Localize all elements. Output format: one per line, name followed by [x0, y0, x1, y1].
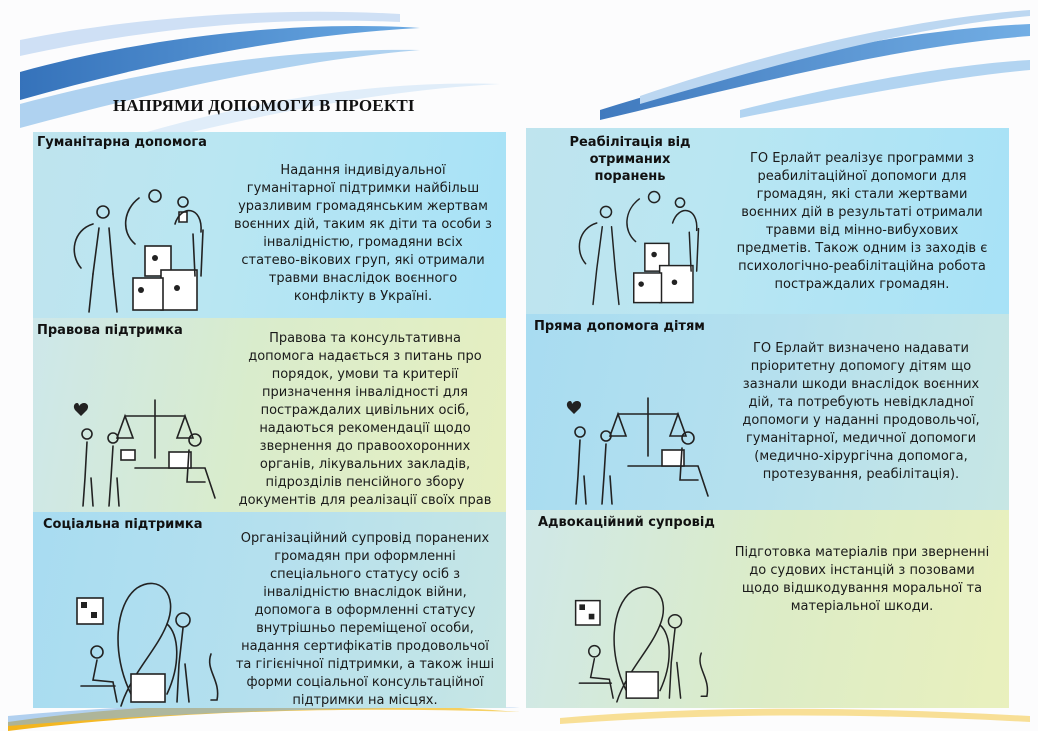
humanitarian-aid-illustration [63, 184, 223, 318]
panel-body [726, 150, 998, 294]
heading-line: поранень [594, 169, 666, 184]
legal-support-illustration [65, 398, 225, 510]
body-line: форми соціальної консультаційної [246, 675, 484, 690]
body-line: травми внаслідок воєнного [268, 271, 458, 286]
panel-heading [530, 134, 730, 185]
body-line: надання сертифікатів продовольчої [241, 639, 489, 654]
body-line: ГО Ерлайт реалізує программи з [749, 151, 975, 166]
body-line: підрозділів пенсійного збору [265, 475, 465, 490]
social-support-illustration [71, 574, 231, 706]
advocacy-illustration [570, 576, 720, 704]
body-line: громадян при оформленні [274, 549, 456, 564]
body-line: воєнних дій в результаті отримали [741, 205, 983, 220]
body-line: гуманітарної, медичної допомоги [745, 431, 977, 446]
panel-rehabilitation [526, 128, 1009, 314]
body-line: Правова та консультативна [269, 331, 461, 346]
panel-body [726, 340, 996, 484]
heading-line: Реабілітація від отриманих [569, 135, 691, 167]
body-line: порядок, умови та критерії [271, 367, 459, 382]
body-line: до судових інстанцій з позовами [749, 563, 975, 578]
body-line: документів для реалізації своїх прав [238, 493, 492, 508]
body-line: спеціального статусу осіб з [269, 567, 461, 582]
body-line: протезування, реабілітація). [762, 467, 960, 482]
body-line: Надання індивідуальної [280, 163, 446, 178]
body-line: постраждалих цивільних осіб, [260, 403, 470, 418]
body-line: статево-вікових груп, які отримали [241, 253, 485, 268]
panel-heading: Адвокаційний супровід [538, 515, 715, 530]
body-line: зазнали шкоди внаслідок воєнних [742, 377, 980, 392]
body-line: щодо відшкодування моральної та [741, 581, 983, 596]
body-line: пріоритетну допомогу дітям що [750, 359, 972, 374]
panel-heading: Гуманітарна допомога [37, 135, 207, 150]
body-line: інвалідністю внаслідок війни, [263, 585, 467, 600]
panel-advocacy [526, 510, 1009, 708]
body-line: постраждалих громадян. [774, 277, 950, 292]
body-line: допомога в оформленні статусу [254, 603, 476, 618]
rehabilitation-illustration [568, 186, 718, 310]
body-line: підтримки на місцях. [292, 693, 438, 708]
body-line: психологічно-реабілітаційна робота [738, 259, 986, 274]
panel-body [233, 530, 497, 710]
panel-body [234, 330, 496, 528]
body-line: звернення до правоохоронних [259, 439, 471, 454]
page-title: НАПРЯМИ ДОПОМОГИ В ПРОЕКТІ [113, 96, 415, 115]
body-line: допомоги у наданні продовольчої, [742, 413, 980, 428]
panel-body [232, 162, 494, 306]
body-line: громадян, які стали жертвами [756, 187, 968, 202]
panel-legal-support [33, 318, 506, 512]
panel-heading: Пряма допомога дітям [534, 319, 705, 334]
body-line: інвалідністю, громадяни всіх [263, 235, 463, 250]
body-line: та гігієнічної підтримки, а також інші [235, 657, 495, 672]
body-line: ГО Ерлайт визначено надавати [752, 341, 969, 356]
body-line: внутрішньо переміщеної особи, [256, 621, 474, 636]
body-line: предметів. Також одним із заходів є [736, 241, 988, 256]
body-line: (медично-хірургічна допомога, [754, 449, 968, 464]
body-line: матеріальної шкоди. [790, 599, 934, 614]
body-line: Організаційний супровід поранених [240, 531, 490, 546]
panel-heading: Правова підтримка [37, 323, 183, 338]
body-line: конфлікту в Україні. [293, 289, 433, 304]
body-line: органів, лікувальних закладів, [259, 457, 471, 472]
body-line: Підготовка матеріалів при зверненні [734, 545, 990, 560]
body-line: воєнних дій, таким як діти та особи з [234, 217, 492, 232]
body-line: допомога надається з питань про [248, 349, 482, 364]
direct-child-aid-illustration [558, 396, 718, 508]
panel-body [724, 544, 1000, 616]
panel-social-support [33, 512, 506, 708]
body-line: дій, та потребують невідкладної [748, 395, 974, 410]
body-line: реабилітаційної допомоги для [757, 169, 967, 184]
panel-humanitarian-aid [33, 132, 506, 318]
panel-direct-child-aid [526, 314, 1009, 510]
panel-heading: Соціальна підтримка [43, 517, 203, 532]
body-line: травми від мінно-вибухових [765, 223, 959, 238]
body-line: призначення інвалідності для [262, 385, 468, 400]
body-line: надаються рекомендації щодо [259, 421, 471, 436]
body-line: гуманітарної підтримки найбільш [246, 181, 480, 196]
body-line: уразливим громадянським жертвам [238, 199, 488, 214]
